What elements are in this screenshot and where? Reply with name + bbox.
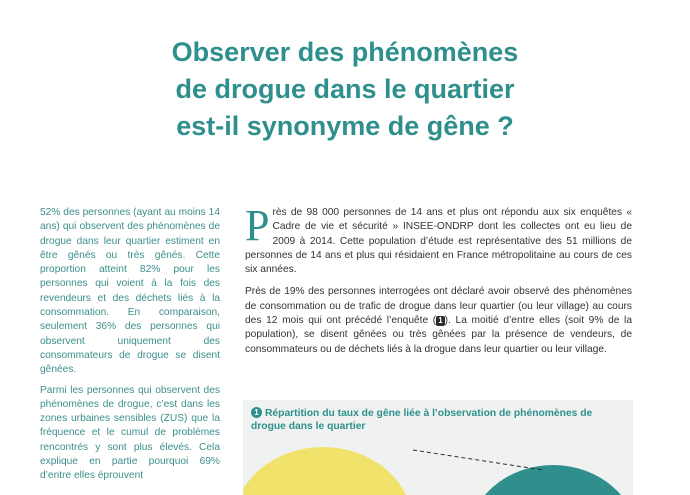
sidebar-paragraph-1: 52% des personnes (ayant au moins 14 ans) qui observent des phénomènes de drogue dans leur quartier estiment en être gênés ou très gênés. Cette proportion atteint 82% pour les personnes qui voient à la fois des revendeurs et des déchets liés à la consommation. En comparaison, seulement 36% des personnes qui observent uniquement des consommateurs de drogue se disent gênées. bbox=[40, 207, 220, 376]
chart-box bbox=[243, 400, 633, 495]
chart-number-badge: 1 bbox=[251, 407, 262, 418]
page-title bbox=[80, 34, 610, 145]
chart-title-text: Répartition du taux de gêne liée à l’observation de phénomènes de drogue dans le quartier bbox=[251, 408, 593, 432]
figure-reference-badge: 1 bbox=[438, 316, 443, 326]
main-paragraph-1-text: rès de 98 000 personnes de 14 ans et plus ont répondu aux six enquêtes « Cadre de vie et sécurité » INSEE-ONDRP dont les collectes ont eu lieu de 2009 à 2014. Cette population d’étude est représentative des 51 millions de personnes de 14 ans et plus qui résidaient en France métropolitaine au cours de ces six années. bbox=[245, 207, 632, 276]
main-column bbox=[245, 201, 632, 365]
connector-dashed-line bbox=[413, 450, 543, 470]
sidebar-column bbox=[40, 206, 220, 490]
title-line-2: de drogue dans le quartier bbox=[175, 74, 515, 104]
title-line-1: Observer des phénomènes bbox=[171, 37, 519, 67]
yellow-circle-shape bbox=[243, 447, 413, 495]
main-paragraph-2-text-b: ). La moitié d’entre elles (soit 9% de la population), se disent gênées ou très gênées par la présence de vendeurs, de consommateurs ou de déchets liés à la drogue dans leur quartier ou leur village. bbox=[245, 315, 632, 355]
main-paragraph-1 bbox=[245, 201, 632, 277]
main-paragraph-2 bbox=[245, 285, 632, 356]
main-paragraph-2-text-a: Près de 19% des personnes interrogées ont déclaré avoir observé des phénomènes de consommation ou de trafic de drogue dans leur quartier (ou leur village) au cours des 12 mois qui ont précédé l’enquête ( bbox=[245, 286, 632, 327]
chart-title bbox=[251, 407, 611, 433]
title-line-3: est-il synonyme de gêne ? bbox=[176, 111, 514, 141]
sidebar-paragraph-2: Parmi les personnes qui observent des phénomènes de drogue, c’est dans les zones urbaines sensibles (ZUS) que la fréquence et le cumul de problèmes rencontrés y sont plus élevés. Cela explique en partie pourquoi 69% d’entre elles éprouvent bbox=[40, 384, 220, 482]
teal-circle-shape bbox=[468, 465, 633, 495]
drop-cap: P bbox=[245, 201, 270, 250]
